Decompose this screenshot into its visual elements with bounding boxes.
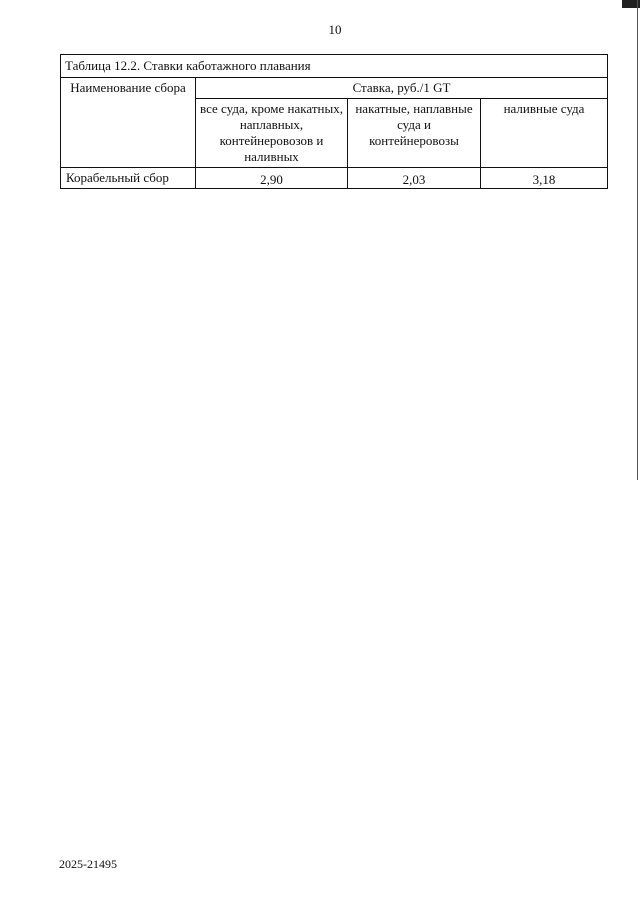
header-fee-name: Наименование сбора xyxy=(61,78,196,168)
table-caption: Таблица 12.2. Ставки каботажного плавания xyxy=(61,55,608,78)
rate-tankers: 3,18 xyxy=(481,168,608,189)
row-fee-name: Корабельный сбор xyxy=(61,168,196,189)
rate-all-vessels: 2,90 xyxy=(196,168,348,189)
table-row xyxy=(61,168,608,189)
subheader-roro-container: накатные, наплавные суда и контейнеровозы xyxy=(348,99,481,168)
rates-table xyxy=(60,54,608,189)
document-code: 2025-21495 xyxy=(59,857,117,871)
subheader-tankers: наливные суда xyxy=(481,99,608,168)
page-number: 10 xyxy=(328,22,342,37)
subheader-all-vessels: все суда, кроме накатных, наплавных, контейнеровозов и наливных xyxy=(196,99,348,168)
table-caption-row xyxy=(61,55,608,78)
scan-edge-line xyxy=(637,0,638,480)
header-rate-group: Ставка, руб./1 GT xyxy=(196,78,608,99)
rate-roro-container: 2,03 xyxy=(348,168,481,189)
table-header-row xyxy=(61,78,608,99)
